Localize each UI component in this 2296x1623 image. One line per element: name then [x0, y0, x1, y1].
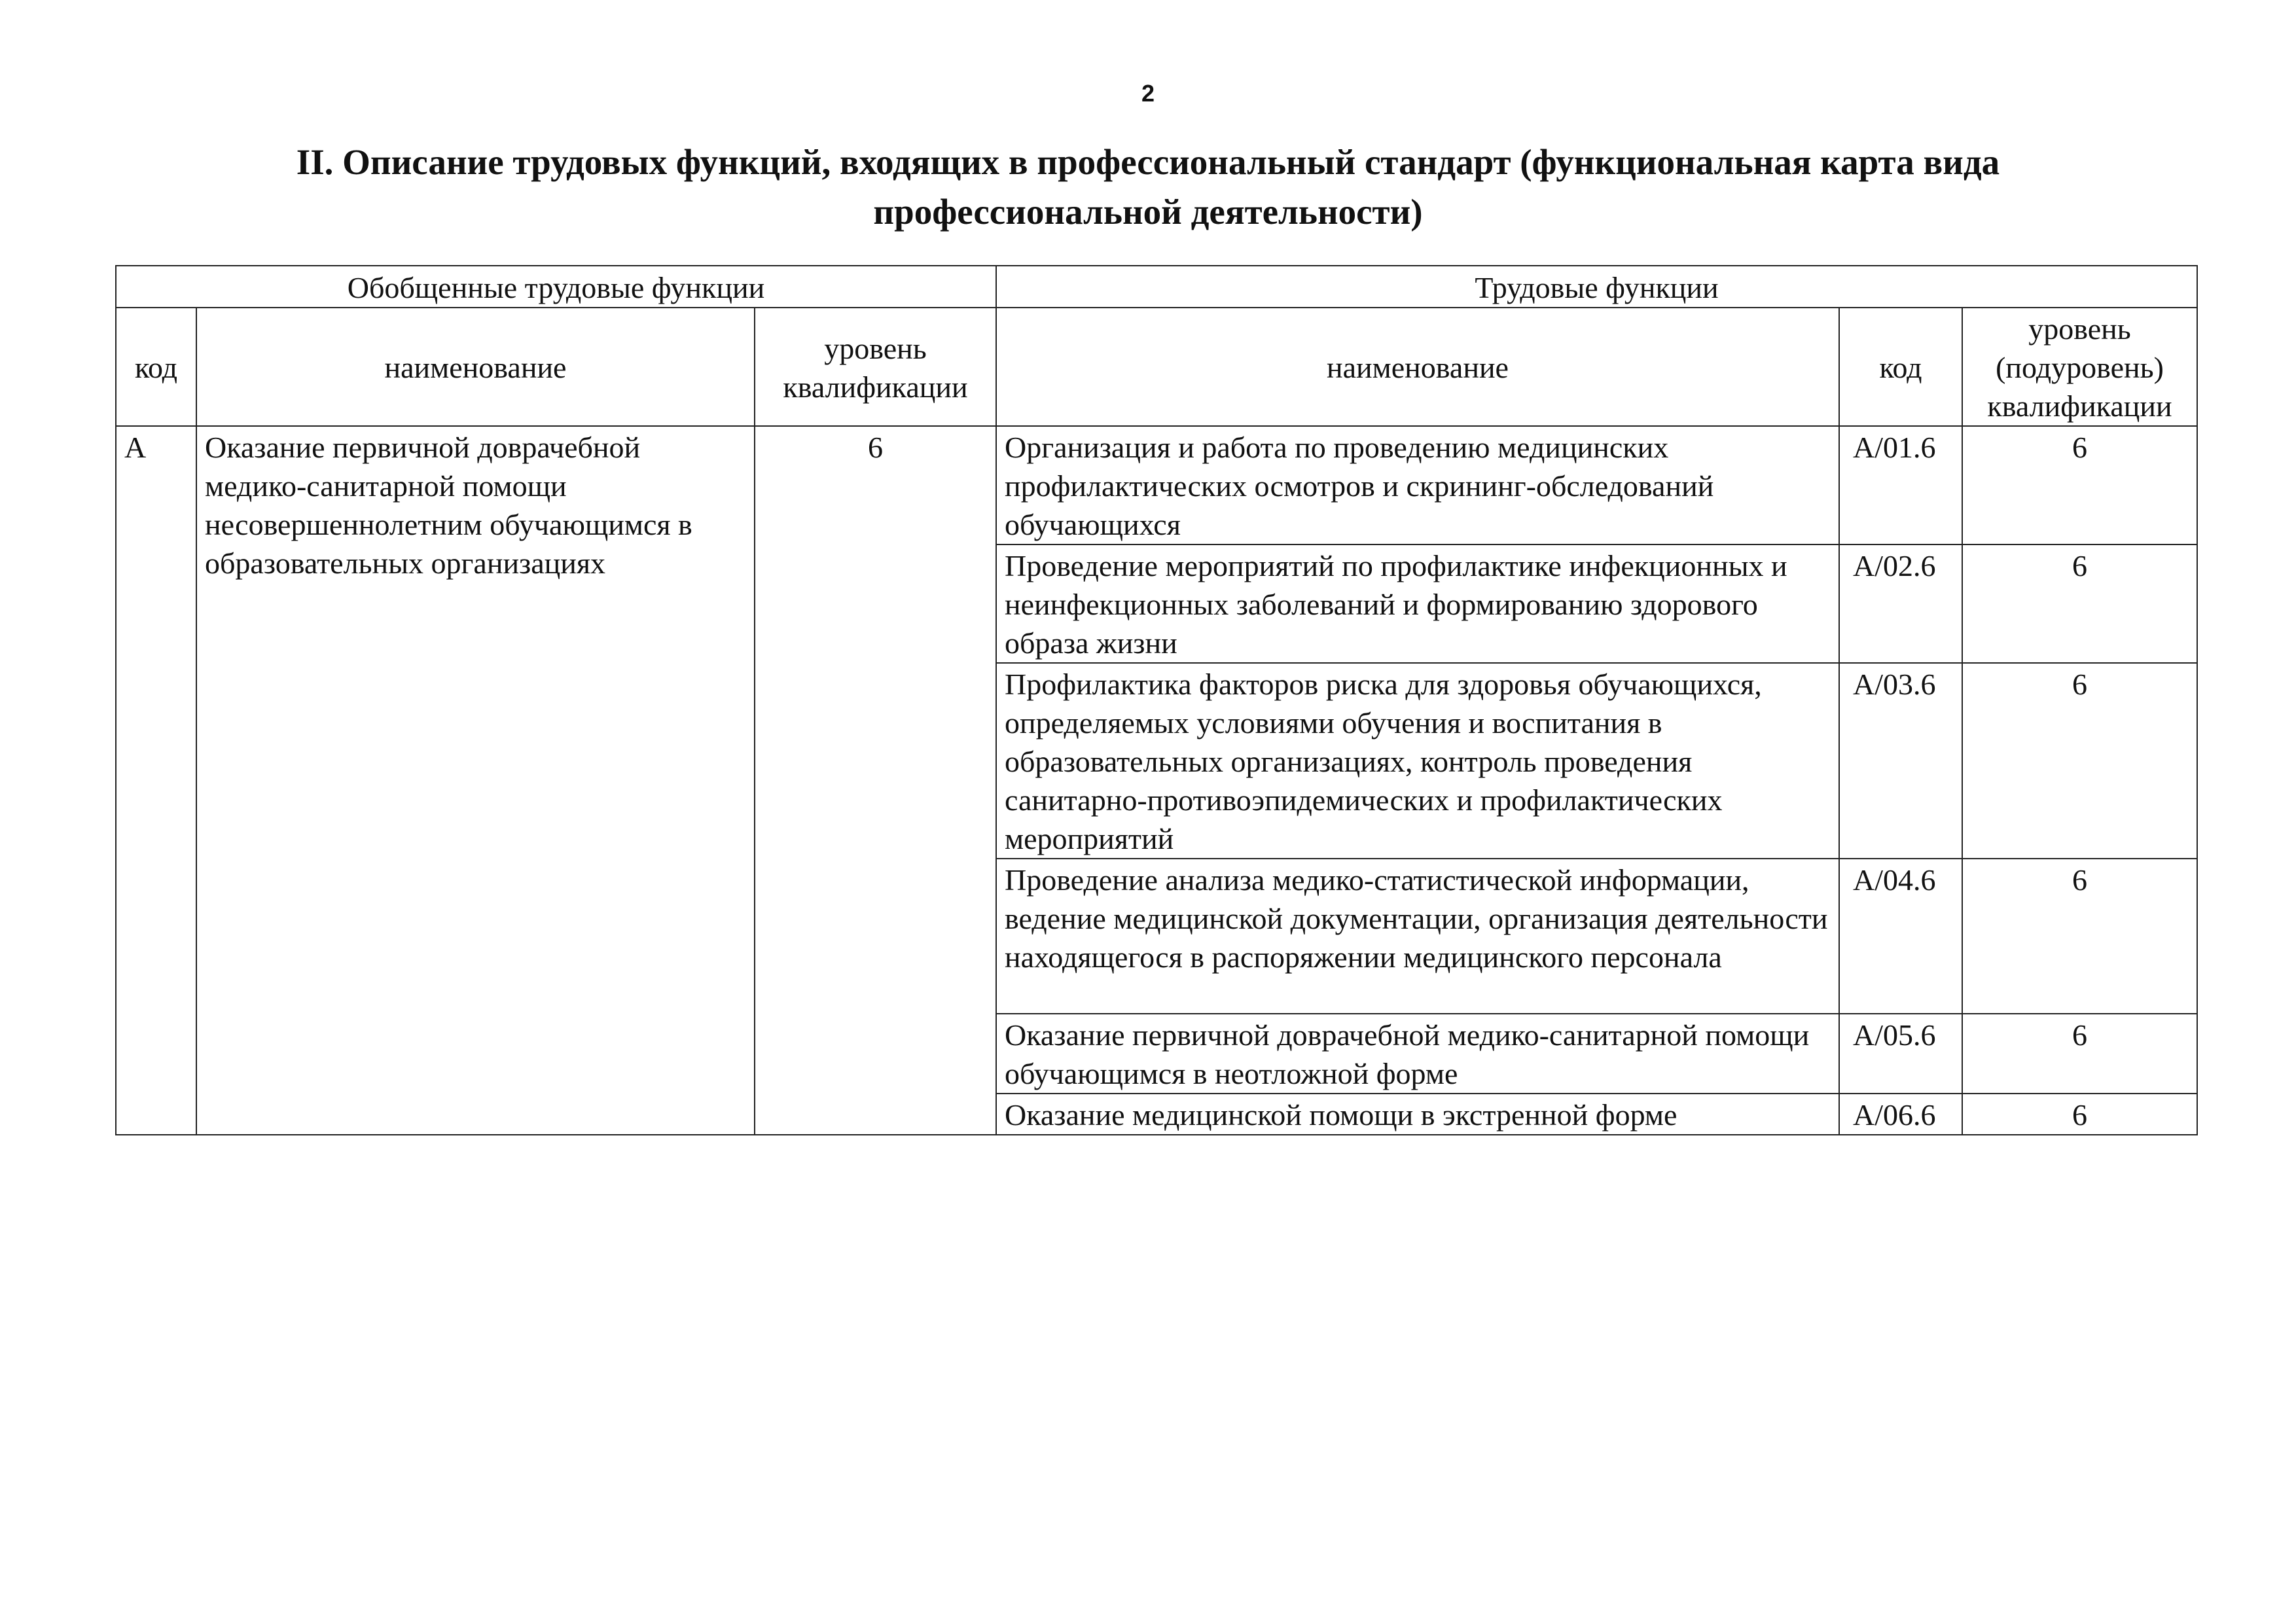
page-number: 2	[1141, 80, 1155, 107]
labor-function-code: A/03.6	[1839, 663, 1962, 859]
labor-function-level: 6	[1962, 1094, 2197, 1135]
generalized-function-name: Оказание первичной доврачебной медико-санитарной помощи несовершеннолетним обучающимся в образовательных организациях	[196, 426, 755, 1135]
col-header-gen-name: наименование	[196, 308, 755, 426]
labor-function-name: Оказание первичной доврачебной медико-санитарной помощи обучающимся в неотложной форме	[996, 1014, 1839, 1094]
table-row	[116, 426, 2197, 544]
labor-function-code: A/04.6	[1839, 859, 1962, 1014]
section-title-line-1: II. Описание трудовых функций, входящих в профессиональный стандарт (функциональная карта вида	[296, 142, 2000, 182]
labor-function-code: A/06.6	[1839, 1094, 1962, 1135]
labor-function-name: Проведение анализа медико-статистической информации, ведение медицинской документации, организация деятельности находящегося в распоряжении медицинского персонала	[996, 859, 1839, 1014]
labor-function-level: 6	[1962, 1014, 2197, 1094]
col-header-tf-level: уровень (подуровень) квалификации	[1962, 308, 2197, 426]
labor-function-level: 6	[1962, 544, 2197, 663]
generalized-function-level: 6	[755, 426, 996, 1135]
functional-map-table	[115, 265, 2198, 1135]
labor-function-name: Проведение мероприятий по профилактике инфекционных и неинфекционных заболеваний и формированию здорового образа жизни	[996, 544, 1839, 663]
column-header-row	[116, 308, 2197, 426]
generalized-function-code: А	[116, 426, 196, 1135]
col-header-gen-code: код	[116, 308, 196, 426]
labor-function-code: A/01.6	[1839, 426, 1962, 544]
labor-function-name: Организация и работа по проведению медицинских профилактических осмотров и скрининг-обследований обучающихся	[996, 426, 1839, 544]
labor-function-name: Профилактика факторов риска для здоровья обучающихся, определяемых условиями обучения и воспитания в образовательных организациях, контроль проведения санитарно-противоэпидемических и профилактических мероприятий	[996, 663, 1839, 859]
labor-function-level: 6	[1962, 426, 2197, 544]
labor-function-code: A/02.6	[1839, 544, 1962, 663]
labor-function-name: Оказание медицинской помощи в экстренной форме	[996, 1094, 1839, 1135]
col-header-tf-name: наименование	[996, 308, 1839, 426]
labor-function-code: A/05.6	[1839, 1014, 1962, 1094]
group-header-row	[116, 266, 2197, 308]
section-title-line-2: профессиональной деятельности)	[873, 192, 1423, 232]
labor-functions-header: Трудовые функции	[996, 266, 2197, 308]
col-header-gen-level: уровень квалификации	[755, 308, 996, 426]
labor-function-level: 6	[1962, 663, 2197, 859]
section-title	[196, 137, 2100, 237]
generalized-functions-header: Обобщенные трудовые функции	[116, 266, 996, 308]
col-header-tf-code: код	[1839, 308, 1962, 426]
labor-function-level: 6	[1962, 859, 2197, 1014]
